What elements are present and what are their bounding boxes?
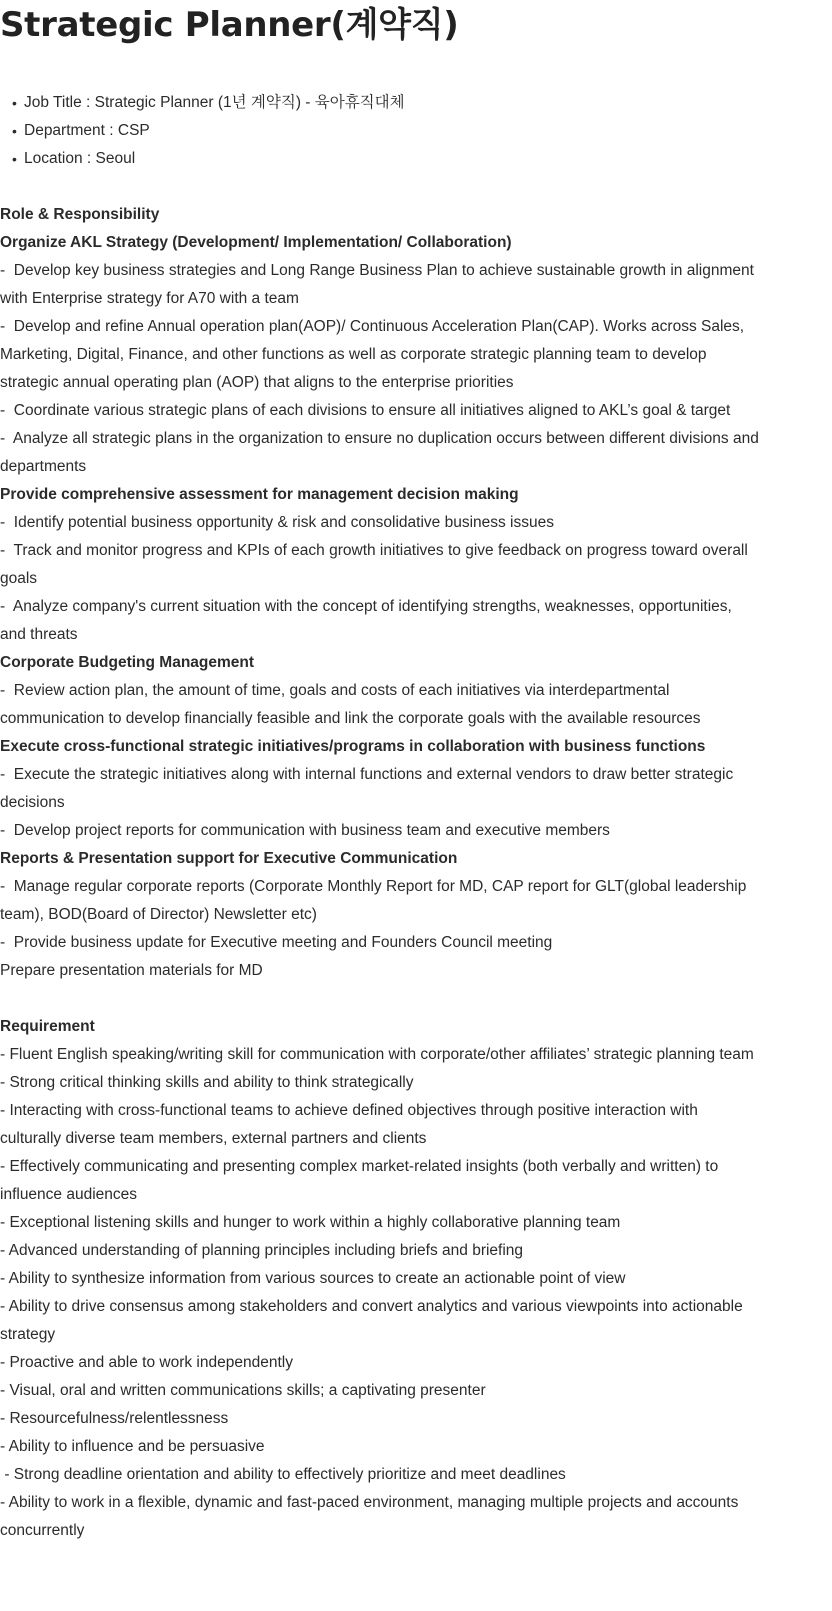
meta-item-department (0, 117, 760, 145)
meta-item-job-title (0, 89, 760, 117)
meta-text: Job Title : Strategic Planner (1년 계약직) - 육아휴직대체 (24, 94, 405, 111)
subsection-heading: Organize AKL Strategy (Development/ Implementation/ Collaboration) (0, 234, 512, 251)
section-spacer (0, 985, 760, 1013)
list-item: - Manage regular corporate reports (Corporate Monthly Report for MD, CAP report for GLT(global leadership team), BOD(Board of Director) Newsletter etc) (0, 878, 751, 923)
list-item: - Provide business update for Executive meeting and Founders Council meeting (0, 934, 553, 951)
list-item: - Coordinate various strategic plans of each divisions to ensure all initiatives aligned to AKL’s goal & target (0, 402, 731, 419)
job-meta-list (0, 89, 760, 173)
list-item: - Ability to synthesize information from various sources to create an actionable point of view (0, 1270, 626, 1287)
list-item: - Develop key business strategies and Long Range Business Plan to achieve sustainable growth in alignment with Enterprise strategy for A70 with a team (0, 262, 759, 307)
bullet-icon: • (12, 95, 17, 111)
list-item: - Proactive and able to work independently (0, 1354, 293, 1371)
list-item: Prepare presentation materials for MD (0, 962, 263, 979)
bullet-icon: • (12, 151, 17, 167)
list-item: - Ability to drive consensus among stakeholders and convert analytics and various viewpoints into actionable strategy (0, 1298, 748, 1343)
requirement-section (0, 1013, 760, 1545)
section-heading: Role & Responsibility (0, 206, 160, 223)
list-item: - Effectively communicating and presenting complex market-related insights (both verbally and written) to influence audiences (0, 1158, 723, 1203)
list-item: - Ability to work in a flexible, dynamic and fast-paced environment, managing multiple projects and accounts concurrently (0, 1494, 743, 1539)
list-item: - Fluent English speaking/writing skill for communication with corporate/other affiliates’ strategic planning team (0, 1046, 754, 1063)
meta-text: Location : Seoul (24, 150, 136, 167)
list-item: - Execute the strategic initiatives along with internal functions and external vendors to draw better strategic decisions (0, 766, 738, 811)
subsection-heading: Reports & Presentation support for Executive Communication (0, 850, 458, 867)
subsection-heading: Provide comprehensive assessment for management decision making (0, 486, 519, 503)
meta-text: Department : CSP (24, 122, 150, 139)
section-heading: Requirement (0, 1018, 95, 1035)
list-item: - Develop and refine Annual operation plan(AOP)/ Continuous Acceleration Plan(CAP). Works across Sales, Marketing, Digital, Finance, and other functions as well as corporate strategic planning team to develop strategic annual operating plan (AOP) that aligns to the enterprise priorities (0, 318, 749, 391)
subsection-heading: Corporate Budgeting Management (0, 654, 255, 671)
list-item: - Develop project reports for communication with business team and executive members (0, 822, 610, 839)
list-item: - Ability to influence and be persuasive (0, 1438, 265, 1455)
list-item: - Visual, oral and written communications skills; a captivating presenter (0, 1382, 486, 1399)
list-item: - Interacting with cross-functional teams to achieve defined objectives through positive interaction with culturally diverse team members, external partners and clients (0, 1102, 703, 1147)
list-item: - Exceptional listening skills and hunger to work within a highly collaborative planning team (0, 1214, 621, 1231)
list-item: - Track and monitor progress and KPIs of each growth initiatives to give feedback on progress toward overall goals (0, 542, 753, 587)
bullet-icon: • (12, 123, 17, 139)
list-item: - Strong critical thinking skills and ability to think strategically (0, 1074, 414, 1091)
subsection-heading: Execute cross-functional strategic initiatives/programs in collaboration with business functions (0, 738, 706, 755)
list-item: - Resourcefulness/relentlessness (0, 1410, 229, 1427)
list-item: - Strong deadline orientation and ability to effectively prioritize and meet deadlines (0, 1466, 566, 1483)
list-item: - Review action plan, the amount of time, goals and costs of each initiatives via interdepartmental communication to develop financially feasible and link the corporate goals with the available resources (0, 682, 701, 727)
role-responsibility-section (0, 201, 764, 985)
page-title: Strategic Planner(계약직) (0, 5, 459, 45)
list-item: - Advanced understanding of planning principles including briefs and briefing (0, 1242, 524, 1259)
meta-item-location (0, 145, 760, 173)
list-item: - Analyze all strategic plans in the organization to ensure no duplication occurs between different divisions and departments (0, 430, 764, 475)
list-item: - Analyze company's current situation with the concept of identifying strengths, weaknesses, opportunities, and threats (0, 598, 737, 643)
list-item: - Identify potential business opportunity & risk and consolidative business issues (0, 514, 554, 531)
